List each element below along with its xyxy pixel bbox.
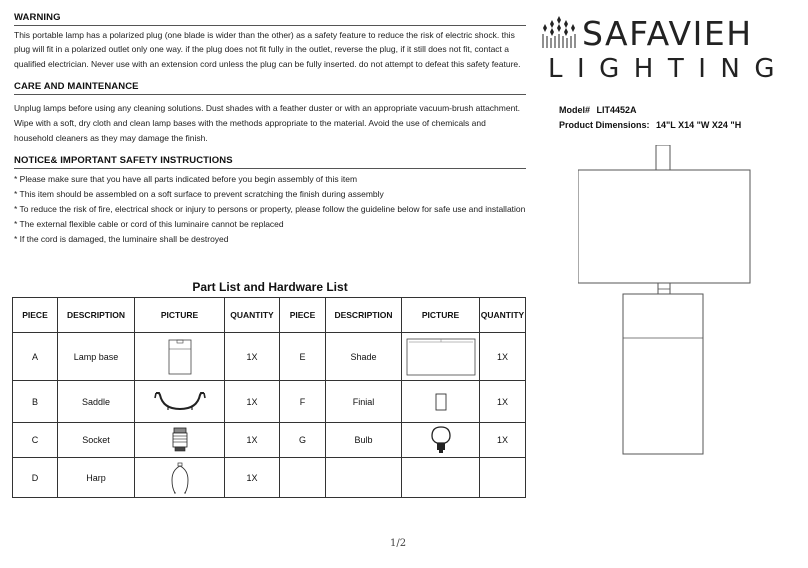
header-picture: PICTURE	[135, 298, 225, 333]
brand-logo	[538, 14, 800, 84]
finial-icon	[435, 393, 447, 411]
piece-cell: G	[280, 423, 326, 458]
model-label: Model#	[559, 105, 591, 115]
notice-item: * Please make sure that you have all parts indicated before you begin assembly of this item	[14, 173, 358, 184]
page-number: 1/2	[390, 538, 407, 549]
brand-name: SAFAVIEH	[582, 14, 753, 53]
piece-cell: F	[280, 381, 326, 423]
care-title: CARE AND MAINTENANCE	[14, 81, 526, 95]
header-piece: PIECE	[280, 298, 326, 333]
piece-cell: D	[13, 458, 58, 498]
quantity-cell: 1X	[225, 381, 280, 423]
notice-list	[14, 172, 526, 247]
lamp-shade	[578, 170, 750, 283]
parts-table	[12, 297, 526, 498]
model-value: LIT4452A	[596, 105, 637, 115]
picture-cell	[402, 423, 480, 458]
table-header-row	[13, 298, 526, 333]
description-cell: Saddle	[58, 381, 135, 423]
dimensions-label: Product Dimensions:	[559, 120, 650, 130]
piece-cell: B	[13, 381, 58, 423]
notice-item: * The external flexible cable or cord of this luminaire cannot be replaced	[14, 218, 284, 229]
notice-title: NOTICE& IMPORTANT SAFETY INSTRUCTIONS	[14, 155, 526, 169]
header-piece: PIECE	[13, 298, 58, 333]
quantity-cell: 1X	[225, 333, 280, 381]
header-quantity: QUANTITY	[480, 298, 526, 333]
description-cell: Shade	[326, 333, 402, 381]
warning-title: WARNING	[14, 12, 526, 26]
table-row	[13, 458, 526, 498]
header-description: DESCRIPTION	[326, 298, 402, 333]
picture-cell	[402, 381, 480, 423]
lamp-diagram	[578, 145, 768, 500]
saddle-icon	[153, 389, 207, 415]
product-info	[559, 103, 745, 133]
picture-cell	[135, 333, 225, 381]
description-cell: Lamp base	[58, 333, 135, 381]
description-cell: Finial	[326, 381, 402, 423]
quantity-cell: 1X	[480, 381, 526, 423]
header-picture: PICTURE	[402, 298, 480, 333]
brand-sub: LIGHTING	[548, 54, 789, 84]
chandelier-logo-icon	[538, 14, 580, 50]
quantity-cell: 1X	[225, 458, 280, 498]
table-row	[13, 333, 526, 381]
picture-cell	[402, 333, 480, 381]
harp-icon	[169, 462, 191, 494]
picture-cell	[135, 423, 225, 458]
table-row	[13, 381, 526, 423]
lamp-neck	[658, 283, 670, 294]
piece-cell	[280, 458, 326, 498]
quantity-cell: 1X	[480, 333, 526, 381]
quantity-cell	[480, 458, 526, 498]
quantity-cell: 1X	[480, 423, 526, 458]
notice-item: * If the cord is damaged, the luminaire shall be destroyed	[14, 233, 229, 244]
header-quantity: QUANTITY	[225, 298, 280, 333]
table-row	[13, 423, 526, 458]
instructions-column	[14, 12, 526, 247]
lamp-finial	[656, 145, 670, 170]
dimensions-line	[559, 118, 745, 133]
dimensions-value: 14"L X14 "W X24 "H	[656, 120, 742, 130]
header-description: DESCRIPTION	[58, 298, 135, 333]
model-line	[559, 103, 745, 118]
picture-cell	[135, 381, 225, 423]
description-cell: Harp	[58, 458, 135, 498]
quantity-cell: 1X	[225, 423, 280, 458]
picture-cell	[402, 458, 480, 498]
piece-cell: A	[13, 333, 58, 381]
warning-text: This portable lamp has a polarized plug (one blade is wider than the other) as a safety feature to reduce the risk of electric shock. this plug will fit in a polarized outlet only one way. if the plug does not fit fully in the outlet, reverse the plug, if it still does not fit, contact a qualified electrician. Never use with an extension cord unless the plug can be fully inserted. do not attempt to defeat this safety feature.	[14, 30, 521, 69]
description-cell: Socket	[58, 423, 135, 458]
shade-icon	[406, 338, 476, 376]
bulb-icon	[431, 426, 451, 454]
socket-icon	[171, 427, 189, 453]
description-cell	[326, 458, 402, 498]
parts-title: Part List and Hardware List	[192, 280, 348, 294]
description-cell: Bulb	[326, 423, 402, 458]
piece-cell: E	[280, 333, 326, 381]
care-text: Unplug lamps before using any cleaning solutions. Dust shades with a feather duster or with an appropriate vacuum-brush attachment. Wipe with a soft, dry cloth and clean lamp bases with the methods appropriate to the material. Avoid the use of chemicals and household cleaners as they may damage the finish.	[14, 102, 521, 143]
lamp-base-icon	[168, 339, 192, 375]
notice-item: * This item should be assembled on a soft surface to prevent scratching the finish during assembly	[14, 188, 384, 199]
lamp-body	[623, 294, 703, 454]
picture-cell	[135, 458, 225, 498]
piece-cell: C	[13, 423, 58, 458]
notice-item: * To reduce the risk of fire, electrical shock or injury to persons or property, please follow the guideline below for safe use and installation	[14, 203, 526, 214]
